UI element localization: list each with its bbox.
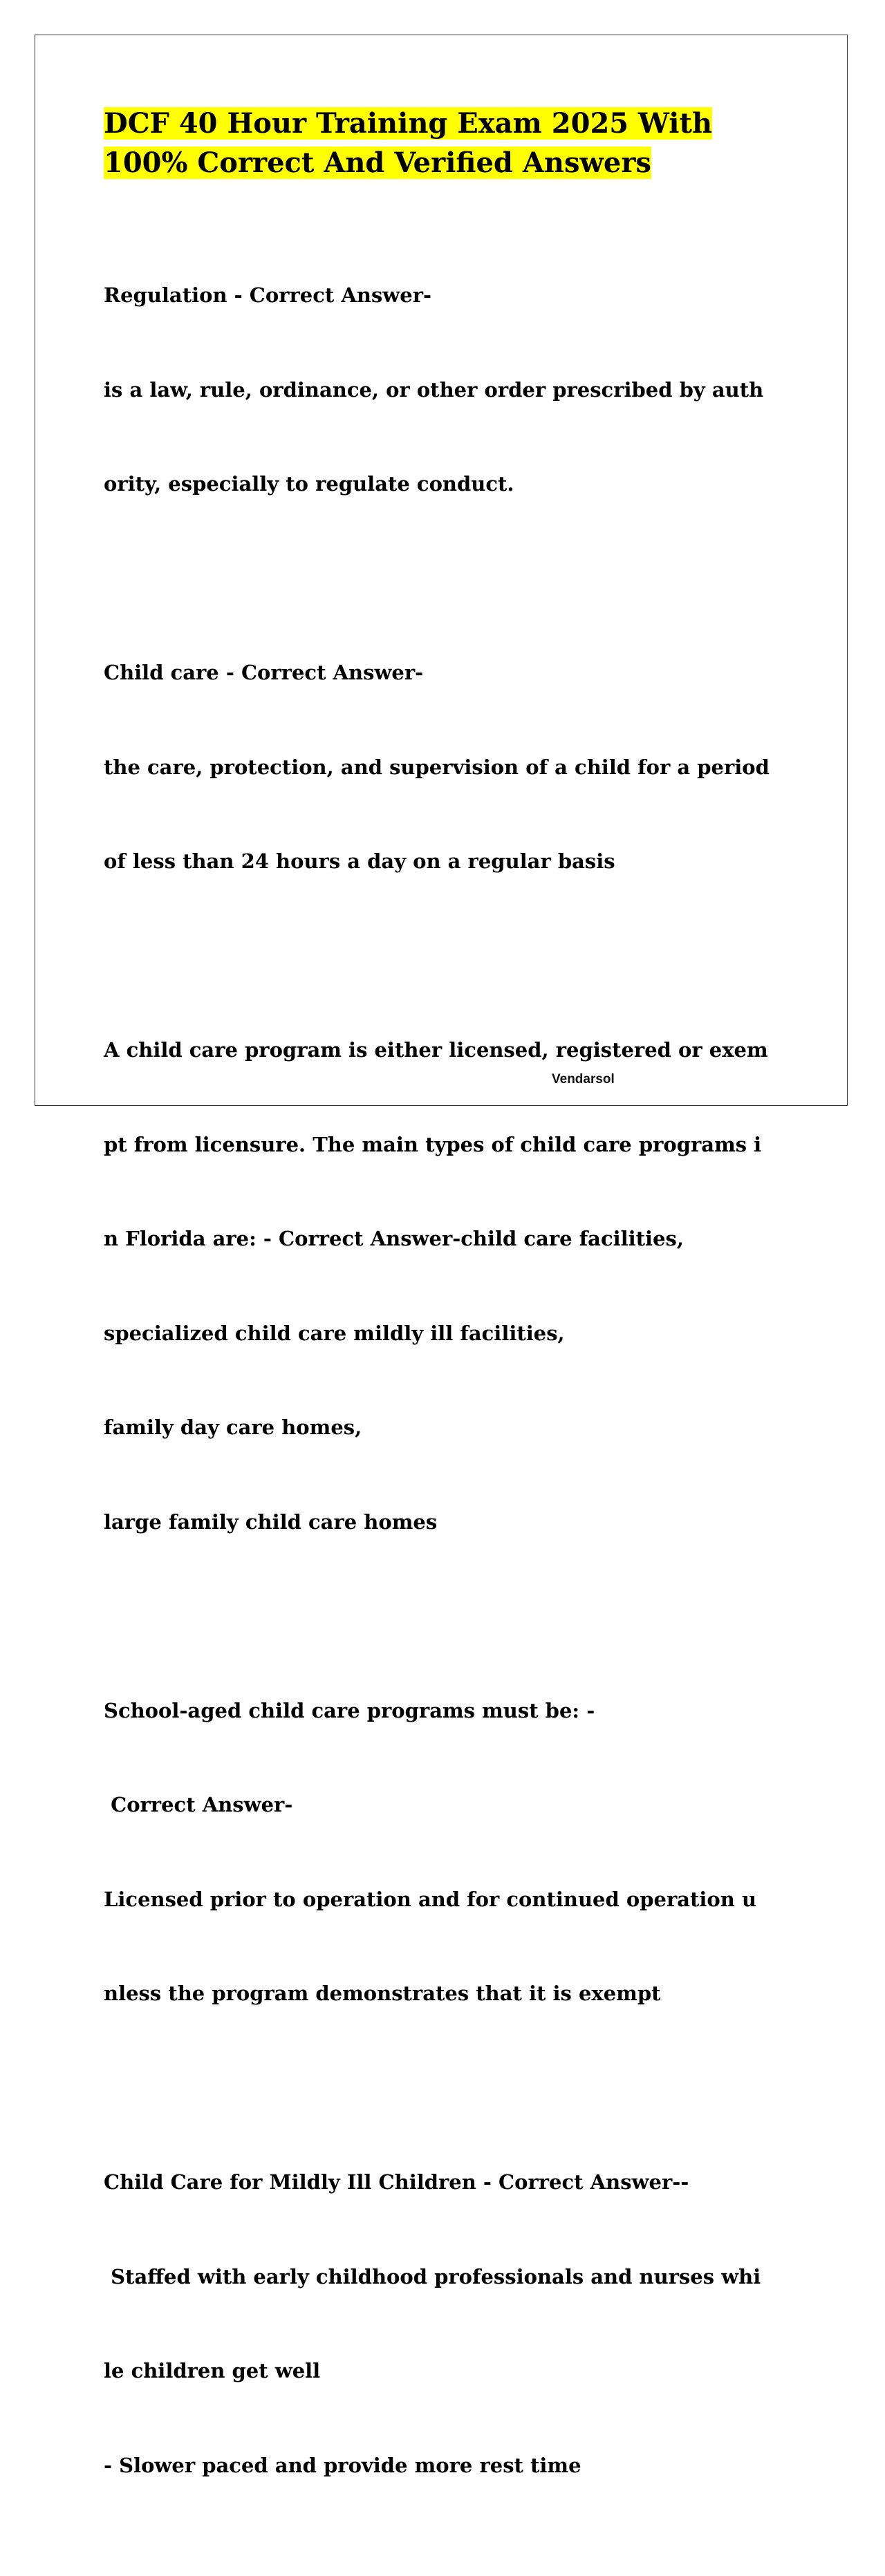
qa-line: - Slower paced and provide more rest time bbox=[104, 2453, 581, 2477]
qa-line: specialized child care mildly ill facilities, bbox=[104, 1321, 565, 1345]
qa-line: pt from licensure. The main types of child care programs i bbox=[104, 1132, 762, 1156]
qa-line: Child care - Correct Answer- bbox=[104, 661, 424, 684]
qa-entry-mildly-ill bbox=[104, 2104, 788, 2544]
qa-line: Correct Answer- bbox=[104, 1793, 293, 1816]
qa-line: large family child care homes bbox=[104, 1510, 438, 1534]
qa-entry-program-types bbox=[104, 972, 788, 1601]
qa-line: of less than 24 hours a day on a regular basis bbox=[104, 849, 615, 873]
qa-line: Regulation - Correct Answer- bbox=[104, 283, 432, 307]
qa-line: Child Care for Mildly Ill Children - Correct Answer-- bbox=[104, 2170, 689, 2194]
qa-line: is a law, rule, ordinance, or other order prescribed by auth bbox=[104, 377, 764, 402]
document-title bbox=[104, 104, 788, 182]
footer-brand: Vendarsol bbox=[552, 1072, 615, 1087]
qa-entry-school-aged bbox=[104, 1633, 788, 2073]
qa-entry-child-care bbox=[104, 594, 788, 941]
qa-line: ority, especially to regulate conduct. bbox=[104, 472, 514, 496]
qa-line: nless the program demonstrates that it is exempt bbox=[104, 1982, 661, 2005]
qa-line: Licensed prior to operation and for continued operation u bbox=[104, 1887, 757, 1911]
qa-entry-regulation bbox=[104, 217, 788, 563]
qa-line: le children get well bbox=[104, 2359, 321, 2382]
title-line-2: 100% Correct And Verified Answers bbox=[104, 147, 651, 179]
qa-line: family day care homes, bbox=[104, 1416, 362, 1439]
qa-line: Staffed with early childhood professionals and nurses whi bbox=[104, 2264, 761, 2288]
document-body bbox=[104, 104, 788, 2576]
qa-line: A child care program is either licensed, registered or exem bbox=[104, 1038, 768, 1062]
qa-line: n Florida are: - Correct Answer-child care facilities, bbox=[104, 1227, 684, 1250]
title-line-1: DCF 40 Hour Training Exam 2025 With bbox=[104, 107, 713, 140]
qa-line: School-aged child care programs must be: - bbox=[104, 1698, 595, 1722]
qa-line: the care, protection, and supervision of a child for a period bbox=[104, 755, 770, 779]
